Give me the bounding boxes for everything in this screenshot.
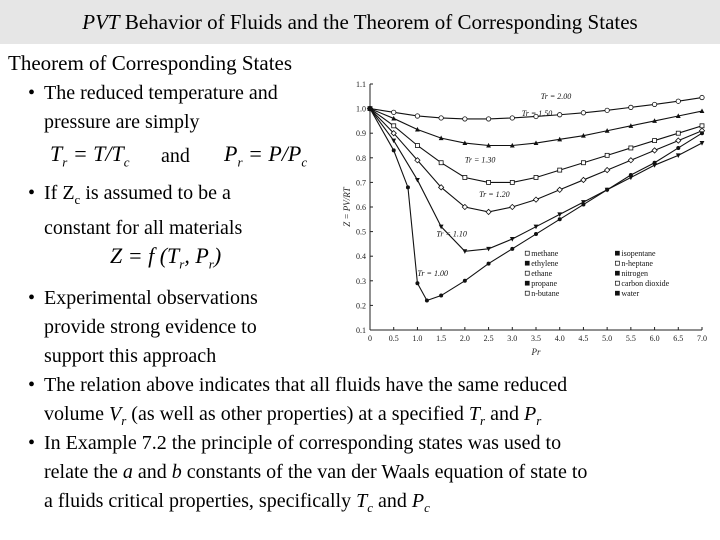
x-tick-label: 4.0	[554, 334, 565, 343]
curve-label: Tr = 1.50	[521, 108, 553, 118]
bullet-text-line	[44, 487, 587, 522]
bullet-text-line: pressure are simply	[44, 111, 200, 133]
legend-marker	[615, 251, 619, 255]
data-point	[700, 95, 704, 99]
data-point	[558, 217, 562, 221]
legend-label: n-butane	[531, 289, 560, 299]
data-point	[463, 175, 467, 179]
y-tick-label: 0.8	[356, 153, 366, 163]
section-heading: Theorem of Corresponding States	[8, 51, 293, 75]
data-point	[486, 209, 491, 214]
data-point	[629, 146, 633, 150]
data-point	[487, 180, 491, 184]
data-point	[425, 298, 429, 302]
title-pvt: PVT	[82, 10, 120, 34]
bullet-experimental	[28, 284, 258, 371]
data-point	[581, 203, 585, 207]
legend-label: isopentane	[621, 249, 656, 259]
x-tick-label: 3.0	[507, 334, 518, 343]
bullet-dot: •	[28, 287, 36, 309]
data-point	[629, 173, 633, 177]
bullet-text: (as well as other properties) at a specified	[126, 403, 469, 425]
equation-z-function: Z = f ($T_r$, $P_r$)	[110, 243, 222, 272]
bullet-text: and	[132, 461, 172, 483]
subscript: c	[74, 192, 81, 207]
subscript: r	[480, 413, 486, 428]
bullet-dot: •	[28, 374, 36, 396]
curve-label: Tr = 2.00	[540, 91, 572, 101]
legend-label: methane	[531, 249, 559, 259]
legend-marker	[525, 251, 529, 255]
data-point	[534, 175, 538, 179]
data-point	[581, 111, 585, 115]
legend-marker	[615, 281, 619, 285]
curve-label: Tr = 1.20	[479, 190, 510, 200]
x-tick-label: 2.5	[483, 334, 494, 343]
legend-label: ethane	[531, 269, 553, 279]
x-tick-label: 1.5	[436, 334, 447, 343]
legend-marker	[525, 291, 529, 295]
data-point	[605, 108, 609, 112]
data-point	[700, 124, 704, 128]
bullet-text-line: The reduced temperature and	[44, 82, 278, 104]
legend-label: ethylene	[531, 259, 559, 269]
x-tick-label: 2.0	[459, 334, 470, 343]
data-point	[676, 99, 680, 103]
curve-label: Tr = 1.30	[464, 155, 496, 165]
compressibility-chart	[340, 76, 714, 366]
bullet-text: a fluids critical properties, specifically	[44, 490, 357, 512]
legend-marker	[525, 281, 529, 285]
y-tick-label: 0.3	[356, 276, 366, 286]
data-point	[415, 178, 420, 183]
slide-title	[0, 0, 720, 44]
symbol: a	[122, 461, 133, 483]
bullet-reduced-properties	[28, 79, 278, 137]
curve-label: Tr = 1.00	[417, 268, 448, 278]
x-tick-label: 0	[368, 334, 372, 343]
bullet-zc-constant	[28, 179, 243, 243]
data-point	[653, 161, 657, 165]
x-tick-label: 5.5	[625, 334, 636, 343]
equation-reduced-pressure: $P_r = P/P_c$	[224, 141, 308, 170]
data-point	[558, 113, 562, 117]
bullet-text-line	[44, 179, 242, 214]
data-point	[510, 247, 514, 251]
y-tick-label: 0.5	[356, 227, 366, 237]
legend-label: n-heptane	[621, 259, 653, 269]
y-tick-label: 0.4	[356, 252, 366, 262]
data-point	[510, 204, 515, 209]
symbol: P	[411, 490, 425, 512]
symbol: T	[468, 403, 481, 425]
subscript: r	[121, 413, 127, 428]
data-point	[605, 168, 610, 173]
data-point	[676, 146, 680, 150]
y-tick-label: 0.7	[356, 178, 366, 188]
bullet-text: and	[485, 403, 524, 425]
bullet-text: is assumed to be a	[80, 182, 231, 204]
data-point	[486, 117, 490, 121]
data-point	[558, 168, 562, 172]
bullet-text: constants of the van der Waals equation of state to	[181, 461, 588, 483]
legend-label: water	[621, 289, 640, 299]
data-point	[463, 117, 467, 121]
data-point	[676, 138, 681, 143]
x-tick-label: 5.0	[602, 334, 613, 343]
x-tick-label: 1.0	[412, 334, 423, 343]
symbol: T	[356, 490, 368, 512]
bullet-text-line: support this approach	[44, 345, 217, 367]
bullet-text: volume	[44, 403, 109, 425]
data-point	[463, 279, 467, 283]
data-point	[605, 188, 609, 192]
data-point	[605, 153, 609, 157]
data-point	[392, 148, 396, 152]
bullet-dot: •	[28, 432, 36, 454]
symbol: P	[524, 403, 537, 425]
bullet-text-line	[44, 458, 587, 487]
data-point	[700, 131, 704, 135]
y-tick-label: 0.2	[356, 301, 366, 311]
bullet-reduced-volume	[28, 371, 568, 435]
x-tick-label: 0.5	[388, 334, 399, 343]
bullet-text-line: constant for all materials	[44, 217, 243, 239]
data-point	[392, 110, 396, 114]
x-tick-label: 4.5	[578, 334, 589, 343]
title-rest: Behavior of Fluids and the Theorem of Corresponding States	[119, 10, 638, 34]
equation-and: and	[161, 145, 190, 167]
bullet-example	[28, 429, 588, 522]
data-point	[534, 232, 538, 236]
bullet-text-line: The relation above indicates that all fluids have the same reduced	[44, 374, 568, 396]
data-point	[581, 177, 586, 182]
data-point	[415, 281, 419, 285]
y-tick-label: 1.1	[356, 80, 366, 89]
data-point	[415, 144, 419, 148]
x-tick-label: 6.5	[673, 334, 684, 343]
data-point	[652, 148, 657, 153]
x-tick-label: 7.0	[697, 334, 707, 343]
data-point	[510, 116, 514, 120]
legend-marker	[615, 291, 619, 295]
x-tick-label: 6.0	[649, 334, 660, 343]
symbol: b	[171, 461, 182, 483]
data-point	[581, 161, 585, 165]
legend-marker	[615, 271, 619, 275]
data-point	[676, 131, 680, 135]
legend-marker	[525, 271, 529, 275]
data-point	[439, 116, 443, 120]
legend-label: propane	[531, 279, 558, 289]
bullet-text-line: provide strong evidence to	[44, 316, 257, 338]
data-point	[652, 102, 656, 106]
symbol: V	[109, 403, 122, 425]
y-tick-label: 1.0	[356, 104, 366, 114]
equation-reduced-temperature: $T_r = T/T_c$	[50, 141, 130, 170]
data-point	[557, 187, 562, 192]
data-point	[629, 105, 633, 109]
data-point	[406, 185, 410, 189]
y-tick-label: 0.6	[356, 203, 366, 212]
bullet-text: and	[373, 490, 412, 512]
bullet-text: If Z	[44, 182, 75, 204]
data-point	[439, 294, 443, 298]
data-point	[510, 180, 514, 184]
data-point	[439, 161, 443, 165]
data-point	[653, 139, 657, 143]
bullet-text: relate the	[44, 461, 123, 483]
data-point	[368, 107, 372, 111]
data-point	[487, 262, 491, 266]
legend-label: nitrogen	[621, 269, 649, 279]
bullet-text-line: In Example 7.2 the principle of corresponding states was used to	[44, 432, 562, 454]
legend-marker	[525, 261, 529, 265]
legend-marker	[615, 261, 619, 265]
y-tick-label: 0.1	[356, 326, 366, 335]
bullet-text-line: Experimental observations	[44, 287, 258, 309]
subscript: c	[367, 500, 374, 515]
subscript: r	[536, 413, 542, 428]
y-tick-label: 0.9	[356, 129, 366, 139]
data-point	[415, 114, 419, 118]
legend-label: carbon dioxide	[621, 279, 670, 289]
data-point	[533, 197, 538, 202]
bullet-dot: •	[28, 182, 36, 204]
data-point	[628, 158, 633, 163]
y-axis-label: Z = PV/RT	[342, 187, 352, 227]
bullet-dot: •	[28, 82, 36, 104]
subscript: c	[424, 500, 430, 515]
data-point	[700, 108, 705, 113]
x-axis-label: Pr	[531, 347, 541, 357]
curve-label: Tr = 1.10	[436, 229, 467, 239]
data-point	[392, 124, 396, 128]
x-tick-label: 3.5	[531, 334, 541, 343]
